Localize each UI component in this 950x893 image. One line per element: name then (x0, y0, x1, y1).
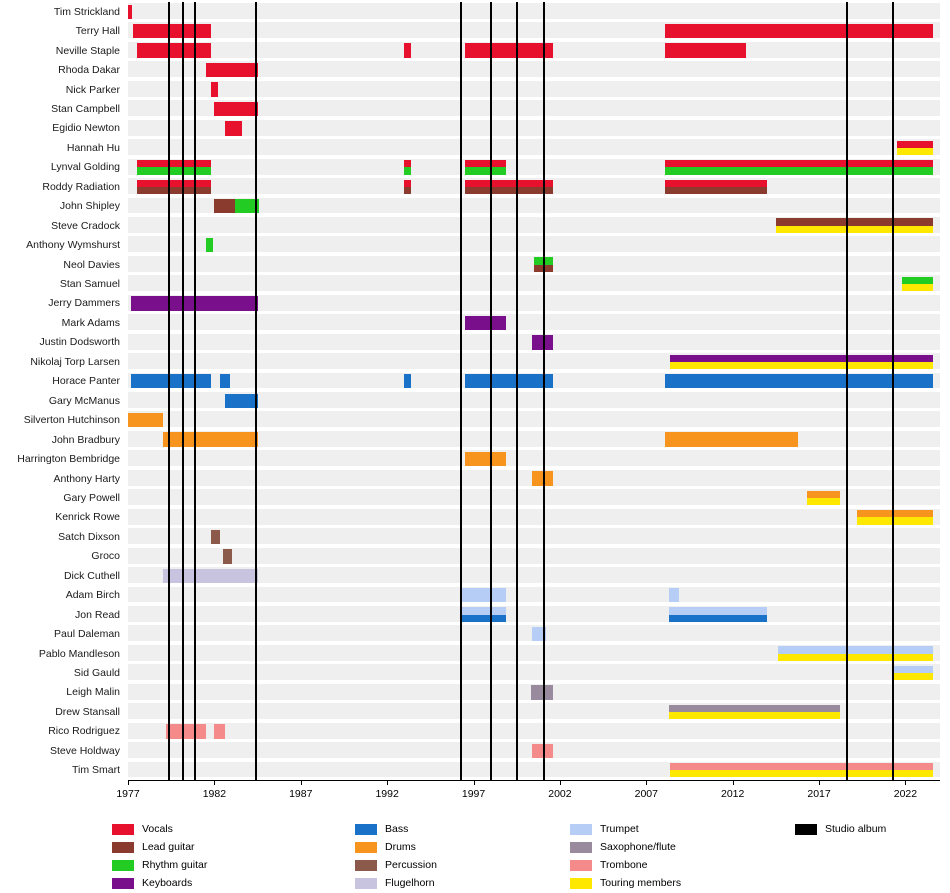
timeline-bar (665, 180, 767, 187)
timeline-bar (465, 316, 506, 330)
studio-album-line (543, 2, 545, 780)
legend-swatch (570, 824, 592, 835)
axis-tick (733, 780, 734, 785)
timeline-bar (163, 432, 258, 446)
member-label: Neville Staple (55, 44, 120, 57)
timeline-bar (223, 549, 232, 563)
timeline-bar (465, 452, 506, 466)
member-label: Terry Hall (75, 25, 120, 38)
timeline-bar (902, 284, 933, 291)
axis-tick (128, 780, 129, 785)
timeline-bar (665, 187, 767, 194)
member-label: Drew Stansall (55, 705, 120, 718)
member-label: Stan Campbell (51, 102, 120, 115)
studio-album-line (490, 2, 492, 780)
member-label: Tim Strickland (53, 5, 120, 18)
timeline-bar (206, 238, 213, 252)
timeline-bar (897, 141, 933, 148)
axis-tick-label: 2012 (720, 788, 745, 800)
member-label: Hannah Hu (66, 141, 120, 154)
timeline-bar (166, 724, 206, 738)
member-label: Gary Powell (63, 491, 120, 504)
timeline-bar (214, 102, 257, 116)
timeline-bar (665, 43, 746, 57)
member-label: Gary McManus (48, 394, 120, 407)
axis-tick (387, 780, 388, 785)
row-band (128, 548, 940, 564)
member-label: Sid Gauld (73, 667, 120, 680)
timeline-bar (163, 569, 258, 583)
timeline-bar (902, 277, 933, 284)
timeline-bar (807, 498, 840, 505)
member-label: Adam Birch (65, 589, 120, 602)
studio-album-line (516, 2, 518, 780)
timeline-bar (133, 24, 211, 38)
plot-canvas (128, 2, 940, 780)
timeline-bar (778, 646, 933, 653)
legend-swatch (355, 860, 377, 871)
legend-swatch (112, 824, 134, 835)
member-label: Silverton Hutchinson (23, 414, 120, 427)
timeline-bar (225, 394, 258, 408)
timeline-bar (461, 588, 506, 602)
studio-album-line (168, 2, 170, 780)
member-label: Justin Dodsworth (39, 336, 120, 349)
member-label: John Bradbury (51, 433, 120, 446)
timeline-bar (669, 712, 840, 719)
row-band (128, 528, 940, 544)
timeline-bar (669, 705, 840, 712)
legend-label: Keyboards (142, 877, 193, 889)
axis-tick (301, 780, 302, 785)
studio-album-line (194, 2, 196, 780)
axis-tick (214, 780, 215, 785)
axis-tick-label: 1977 (116, 788, 140, 800)
axis-tick-label: 2007 (634, 788, 658, 800)
studio-album-line (846, 2, 848, 780)
row-band (128, 606, 940, 622)
member-label: Harrington Bembridge (17, 453, 120, 466)
axis-tick (646, 780, 647, 785)
legend-swatch (795, 824, 817, 835)
member-label: Nick Parker (65, 83, 120, 96)
legend-swatch (570, 878, 592, 889)
timeline-bar (404, 374, 411, 388)
studio-album-line (255, 2, 257, 780)
member-label: Tim Smart (71, 764, 120, 777)
legend-label: Vocals (142, 823, 173, 835)
studio-album-line (892, 2, 894, 780)
timeline-bar (465, 160, 506, 167)
legend-label: Bass (385, 823, 409, 835)
timeline-bar (893, 673, 933, 680)
row-band (128, 314, 940, 330)
legend-swatch (112, 878, 134, 889)
axis-tick-label: 2017 (807, 788, 831, 800)
row-band (128, 275, 940, 291)
timeline-bar (665, 432, 798, 446)
timeline-bar (465, 374, 553, 388)
timeline-bar (465, 167, 506, 174)
row-band (128, 587, 940, 603)
chart-legend (0, 820, 950, 893)
member-label: Jon Read (75, 608, 120, 621)
row-band (128, 236, 940, 252)
timeline-bar (461, 607, 506, 614)
timeline-bar (461, 615, 506, 622)
axis-tick-label: 1992 (375, 788, 399, 800)
legend-swatch (112, 860, 134, 871)
timeline-bar (211, 82, 218, 96)
timeline-bar (128, 5, 132, 19)
row-band (128, 450, 940, 466)
legend-label: Rhythm guitar (142, 859, 208, 871)
axis-tick-label: 1987 (289, 788, 313, 800)
axis-tick (560, 780, 561, 785)
member-label: Jerry Dammers (48, 297, 120, 310)
row-band (128, 81, 940, 97)
timeline-bar (137, 160, 211, 167)
timeline-bar (137, 43, 211, 57)
legend-label: Trombone (600, 859, 648, 871)
row-band (128, 509, 940, 525)
timeline-bar (220, 374, 230, 388)
legend-swatch (570, 842, 592, 853)
timeline-bar (465, 187, 553, 194)
axis-tick-label: 1997 (461, 788, 486, 800)
member-label: Satch Dixson (58, 530, 120, 543)
legend-swatch (112, 842, 134, 853)
legend-swatch (355, 824, 377, 835)
timeline-bar (897, 148, 933, 155)
member-label: Neol Davies (63, 258, 120, 271)
legend-swatch (570, 860, 592, 871)
timeline-bar (214, 199, 235, 213)
member-label: Rico Rodriguez (48, 725, 120, 738)
timeline-bar (531, 685, 553, 699)
legend-label: Percussion (385, 859, 437, 871)
studio-album-line (460, 2, 462, 780)
member-label: Anthony Wymshurst (26, 239, 120, 252)
axis-tick (905, 780, 906, 785)
axis-tick (474, 780, 475, 785)
legend-label: Touring members (600, 877, 682, 889)
timeline-bar (776, 226, 933, 233)
member-label: Lynval Golding (50, 161, 120, 174)
row-band (128, 723, 940, 739)
timeline-bar (857, 517, 933, 524)
timeline-bar (776, 218, 933, 225)
row-band (128, 120, 940, 136)
legend-label: Drums (385, 841, 416, 853)
timeline-bar (128, 413, 163, 427)
timeline-bar (214, 724, 224, 738)
axis-tick (819, 780, 820, 785)
timeline-bar (131, 374, 210, 388)
timeline-bar (404, 187, 411, 194)
timeline-bar (893, 666, 933, 673)
legend-label: Studio album (825, 823, 887, 835)
timeline-bar (669, 615, 767, 622)
member-label: Mark Adams (61, 316, 120, 329)
member-label: Leigh Malin (66, 686, 120, 699)
timeline-bar (465, 43, 553, 57)
timeline-bar (404, 43, 411, 57)
timeline-bar (137, 187, 211, 194)
timeline-bar (225, 121, 242, 135)
axis-tick-label: 2022 (893, 788, 918, 800)
member-label: Groco (91, 550, 120, 563)
member-label: Horace Panter (52, 375, 120, 388)
legend-label: Lead guitar (142, 841, 195, 853)
member-label: Dick Cuthell (63, 569, 120, 582)
member-label: Pablo Mandleson (38, 647, 120, 660)
timeline-bar (404, 160, 411, 167)
member-label: Egidio Newton (52, 122, 120, 135)
timeline-bar (404, 180, 411, 187)
legend-swatch (355, 842, 377, 853)
legend-swatch (355, 878, 377, 889)
member-label: Paul Daleman (54, 628, 120, 641)
legend-label: Flugelhorn (385, 877, 435, 889)
row-band (128, 3, 940, 19)
member-label: Kenrick Rowe (55, 511, 120, 524)
timeline-bar (778, 654, 933, 661)
timeline-bar (465, 180, 553, 187)
member-label: John Shipley (59, 200, 120, 213)
timeline-bar (137, 180, 211, 187)
axis-tick-label: 1982 (202, 788, 227, 800)
legend-label: Saxophone/flute (600, 841, 676, 853)
row-band (128, 664, 940, 680)
timeline-bar (206, 63, 258, 77)
timeline-bar (404, 167, 411, 174)
timeline-bar (807, 491, 840, 498)
member-label: Rhoda Dakar (58, 64, 120, 77)
axis-tick-label: 2002 (548, 788, 572, 800)
member-label: Roddy Radiation (42, 180, 120, 193)
timeline-bar (857, 510, 933, 517)
row-band (128, 411, 940, 427)
timeline-bar (211, 530, 220, 544)
timeline-bar (137, 167, 211, 174)
studio-album-line (182, 2, 184, 780)
legend-label: Trumpet (600, 823, 639, 835)
member-label: Anthony Harty (53, 472, 120, 485)
timeline-bar (669, 607, 767, 614)
member-label: Nikolaj Torp Larsen (30, 355, 120, 368)
member-label: Stan Samuel (59, 278, 120, 291)
timeline-bar (669, 588, 679, 602)
member-label: Steve Holdway (49, 744, 120, 757)
member-label: Steve Cradock (51, 219, 120, 232)
row-band (128, 139, 940, 155)
